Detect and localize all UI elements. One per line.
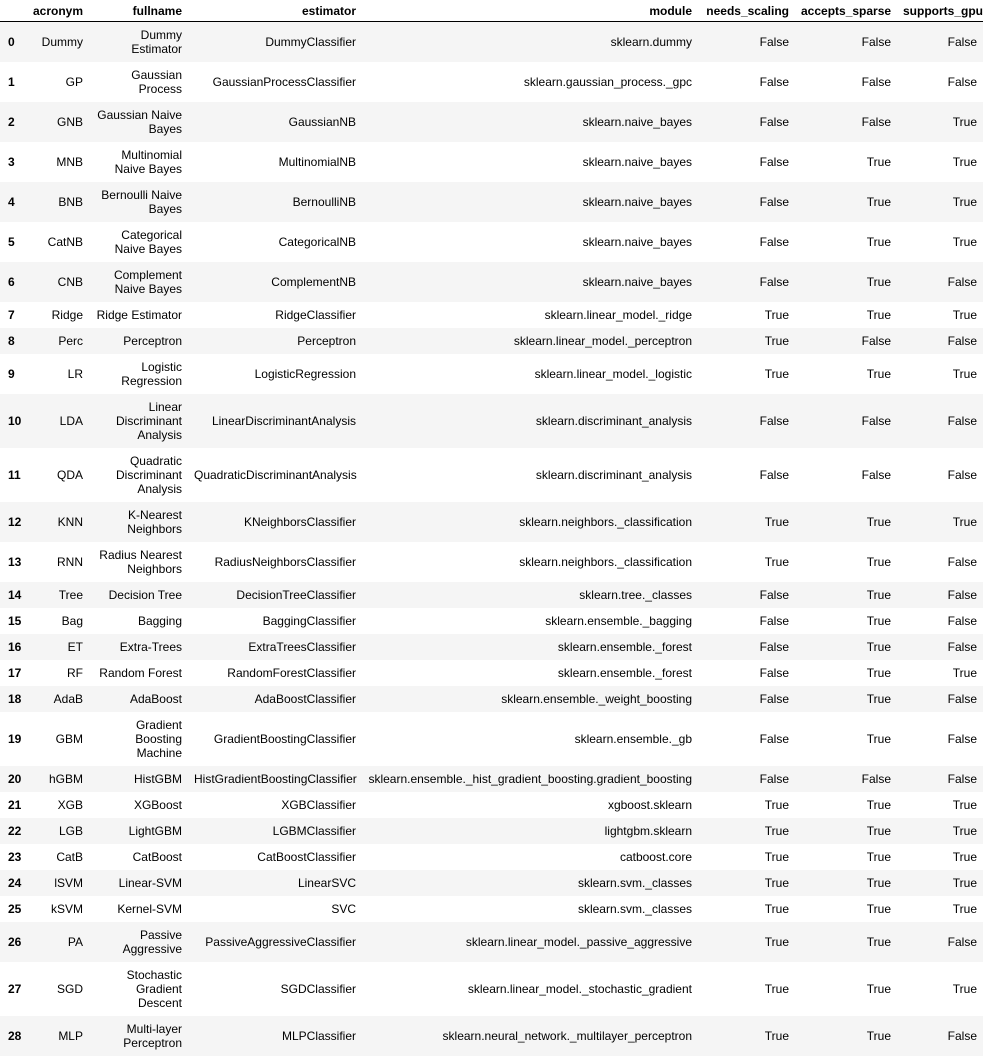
needs-scaling-cell: False xyxy=(759,154,789,169)
row-index: 19 xyxy=(8,731,22,746)
supports-gpu-cell: True xyxy=(952,514,977,529)
supports-gpu-cell: False xyxy=(947,771,977,786)
fullname-cell: Bernoulli Naive Bayes xyxy=(101,187,182,216)
row-index: 11 xyxy=(8,467,21,482)
fullname-cell: Gradient Boosting Machine xyxy=(135,717,182,760)
fullname-cell: Multinomial Naive Bayes xyxy=(114,147,182,176)
module-cell: sklearn.ensemble._hist_gradient_boosting.gradient_boosting xyxy=(368,771,692,786)
table-row xyxy=(0,182,983,222)
table-row xyxy=(0,328,983,354)
row-index: 2 xyxy=(8,114,15,129)
needs-scaling-cell: True xyxy=(764,1028,789,1043)
estimator-cell: GradientBoostingClassifier xyxy=(213,731,356,746)
fullname-cell: Multi-layer Perceptron xyxy=(123,1021,182,1050)
needs-scaling-cell: True xyxy=(764,875,789,890)
accepts-sparse-cell: True xyxy=(866,823,891,838)
table-row xyxy=(0,608,983,634)
fullname-cell: Decision Tree xyxy=(108,587,182,602)
fullname-cell: Perceptron xyxy=(123,333,182,348)
estimator-cell: RidgeClassifier xyxy=(275,307,356,322)
module-cell: sklearn.ensemble._weight_boosting xyxy=(501,691,692,706)
estimator-cell: XGBClassifier xyxy=(281,797,356,812)
accepts-sparse-cell: True xyxy=(866,1028,891,1043)
needs-scaling-cell: False xyxy=(759,234,789,249)
accepts-sparse-cell: True xyxy=(866,366,891,381)
needs-scaling-cell: True xyxy=(764,981,789,996)
needs-scaling-cell: False xyxy=(759,274,789,289)
acronym-cell: ET xyxy=(67,639,83,654)
supports-gpu-cell: False xyxy=(947,691,977,706)
supports-gpu-cell: False xyxy=(947,467,977,482)
header-supports-gpu: supports_gpu xyxy=(897,0,983,22)
module-cell: xgboost.sklearn xyxy=(607,797,692,812)
estimator-cell: CatBoostClassifier xyxy=(257,849,356,864)
accepts-sparse-cell: True xyxy=(866,307,891,322)
table-row xyxy=(0,712,983,766)
table-row xyxy=(0,896,983,922)
acronym-cell: PA xyxy=(67,934,83,949)
accepts-sparse-cell: True xyxy=(866,731,891,746)
needs-scaling-cell: False xyxy=(759,467,789,482)
module-cell: sklearn.linear_model._perceptron xyxy=(513,333,692,348)
header-acronym: acronym xyxy=(26,0,89,22)
supports-gpu-cell: True xyxy=(952,114,977,129)
table-row xyxy=(0,686,983,712)
module-cell: sklearn.dummy xyxy=(610,34,692,49)
table-row xyxy=(0,818,983,844)
accepts-sparse-cell: True xyxy=(866,514,891,529)
module-cell: sklearn.naive_bayes xyxy=(582,114,692,129)
supports-gpu-cell: True xyxy=(952,849,977,864)
header-module: module xyxy=(362,0,698,22)
module-cell: sklearn.gaussian_process._gpc xyxy=(523,74,692,89)
module-cell: sklearn.linear_model._stochastic_gradient xyxy=(467,981,692,996)
needs-scaling-cell: True xyxy=(764,366,789,381)
supports-gpu-cell: True xyxy=(952,366,977,381)
estimator-cell: QuadraticDiscriminantAnalysis xyxy=(194,467,357,482)
row-index: 27 xyxy=(8,981,22,996)
supports-gpu-cell: True xyxy=(952,194,977,209)
accepts-sparse-cell: False xyxy=(861,413,891,428)
table-header xyxy=(0,0,983,22)
needs-scaling-cell: False xyxy=(759,413,789,428)
acronym-cell: GBM xyxy=(55,731,83,746)
accepts-sparse-cell: True xyxy=(866,639,891,654)
fullname-cell: LightGBM xyxy=(128,823,182,838)
estimator-cell: MLPClassifier xyxy=(281,1028,356,1043)
estimator-cell: GaussianNB xyxy=(288,114,356,129)
supports-gpu-cell: False xyxy=(947,333,977,348)
acronym-cell: Perc xyxy=(58,333,83,348)
fullname-cell: Dummy Estimator xyxy=(131,27,182,56)
row-index: 4 xyxy=(8,194,15,209)
table-row xyxy=(0,1016,983,1056)
estimator-cell: LinearDiscriminantAnalysis xyxy=(211,413,356,428)
table-row xyxy=(0,922,983,962)
header-row xyxy=(0,0,983,22)
table-row xyxy=(0,962,983,1016)
supports-gpu-cell: False xyxy=(947,34,977,49)
needs-scaling-cell: True xyxy=(764,333,789,348)
row-index: 14 xyxy=(8,587,22,602)
header-index xyxy=(0,0,26,22)
row-index: 9 xyxy=(8,366,15,381)
supports-gpu-cell: False xyxy=(947,554,977,569)
needs-scaling-cell: False xyxy=(759,691,789,706)
row-index: 13 xyxy=(8,554,22,569)
acronym-cell: Dummy xyxy=(41,34,83,49)
row-index: 5 xyxy=(8,234,15,249)
fullname-cell: Bagging xyxy=(137,613,182,628)
needs-scaling-cell: True xyxy=(764,901,789,916)
module-cell: sklearn.discriminant_analysis xyxy=(535,467,692,482)
module-cell: sklearn.ensemble._gb xyxy=(574,731,692,746)
acronym-cell: CNB xyxy=(57,274,83,289)
row-index: 22 xyxy=(8,823,22,838)
table-row xyxy=(0,394,983,448)
supports-gpu-cell: True xyxy=(952,665,977,680)
table-row xyxy=(0,502,983,542)
supports-gpu-cell: True xyxy=(952,823,977,838)
module-cell: sklearn.naive_bayes xyxy=(582,154,692,169)
table-row xyxy=(0,542,983,582)
estimator-cell: GaussianProcessClassifier xyxy=(212,74,356,89)
estimator-cell: BaggingClassifier xyxy=(262,613,356,628)
fullname-cell: Gaussian Naive Bayes xyxy=(97,107,182,136)
row-index: 20 xyxy=(8,771,22,786)
needs-scaling-cell: True xyxy=(764,849,789,864)
needs-scaling-cell: True xyxy=(764,934,789,949)
fullname-cell: Linear-SVM xyxy=(118,875,182,890)
fullname-cell: Passive Aggressive xyxy=(122,927,182,956)
estimator-cell: Perceptron xyxy=(297,333,356,348)
fullname-cell: Ridge Estimator xyxy=(96,307,182,322)
supports-gpu-cell: True xyxy=(952,797,977,812)
fullname-cell: Random Forest xyxy=(99,665,182,680)
table-row xyxy=(0,448,983,502)
fullname-cell: XGBoost xyxy=(133,797,182,812)
module-cell: sklearn.neighbors._classification xyxy=(519,514,692,529)
table-body xyxy=(0,22,983,1056)
table-row xyxy=(0,634,983,660)
module-cell: sklearn.naive_bayes xyxy=(582,194,692,209)
module-cell: sklearn.naive_bayes xyxy=(582,274,692,289)
table-row xyxy=(0,354,983,394)
acronym-cell: SGD xyxy=(56,981,83,996)
estimator-cell: ComplementNB xyxy=(271,274,356,289)
table-row xyxy=(0,766,983,792)
accepts-sparse-cell: True xyxy=(866,797,891,812)
fullname-cell: Kernel-SVM xyxy=(117,901,182,916)
accepts-sparse-cell: True xyxy=(866,665,891,680)
header-fullname: fullname xyxy=(89,0,188,22)
module-cell: sklearn.svm._classes xyxy=(577,901,692,916)
acronym-cell: KNN xyxy=(57,514,83,529)
row-index: 12 xyxy=(8,514,22,529)
module-cell: sklearn.ensemble._forest xyxy=(557,665,692,680)
needs-scaling-cell: True xyxy=(764,307,789,322)
row-index: 7 xyxy=(8,307,15,322)
module-cell: sklearn.svm._classes xyxy=(577,875,692,890)
row-index: 25 xyxy=(8,901,22,916)
accepts-sparse-cell: True xyxy=(866,691,891,706)
estimator-cell: SVC xyxy=(331,901,356,916)
module-cell: sklearn.linear_model._ridge xyxy=(544,307,692,322)
acronym-cell: GNB xyxy=(56,114,83,129)
estimator-cell: SGDClassifier xyxy=(280,981,356,996)
acronym-cell: RNN xyxy=(57,554,83,569)
estimator-cell: KNeighborsClassifier xyxy=(243,514,356,529)
accepts-sparse-cell: True xyxy=(866,587,891,602)
acronym-cell: BNB xyxy=(58,194,83,209)
fullname-cell: Stochastic Gradient Descent xyxy=(126,967,182,1010)
supports-gpu-cell: True xyxy=(952,875,977,890)
supports-gpu-cell: False xyxy=(947,1028,977,1043)
table-row xyxy=(0,142,983,182)
table-row xyxy=(0,22,983,62)
estimator-cell: RandomForestClassifier xyxy=(227,665,356,680)
acronym-cell: MLP xyxy=(58,1028,83,1043)
estimator-cell: ExtraTreesClassifier xyxy=(248,639,356,654)
module-cell: sklearn.naive_bayes xyxy=(582,234,692,249)
table-row xyxy=(0,262,983,302)
estimator-cell: HistGradientBoostingClassifier xyxy=(194,771,357,786)
table-row xyxy=(0,660,983,686)
row-index: 10 xyxy=(8,413,22,428)
acronym-cell: LR xyxy=(67,366,83,381)
needs-scaling-cell: True xyxy=(764,797,789,812)
needs-scaling-cell: True xyxy=(764,514,789,529)
acronym-cell: AdaB xyxy=(53,691,83,706)
accepts-sparse-cell: True xyxy=(866,154,891,169)
row-index: 3 xyxy=(8,154,15,169)
accepts-sparse-cell: False xyxy=(861,34,891,49)
acronym-cell: kSVM xyxy=(50,901,83,916)
acronym-cell: LDA xyxy=(59,413,83,428)
estimator-cell: DummyClassifier xyxy=(265,34,356,49)
row-index: 17 xyxy=(8,665,22,680)
supports-gpu-cell: False xyxy=(947,731,977,746)
supports-gpu-cell: False xyxy=(947,934,977,949)
row-index: 26 xyxy=(8,934,22,949)
module-cell: sklearn.linear_model._passive_aggressive xyxy=(465,934,692,949)
supports-gpu-cell: True xyxy=(952,234,977,249)
accepts-sparse-cell: True xyxy=(866,849,891,864)
accepts-sparse-cell: True xyxy=(866,234,891,249)
accepts-sparse-cell: False xyxy=(861,333,891,348)
row-index: 16 xyxy=(8,639,22,654)
fullname-cell: K-Nearest Neighbors xyxy=(127,507,182,536)
fullname-cell: Logistic Regression xyxy=(121,359,182,388)
table-row xyxy=(0,102,983,142)
row-index: 24 xyxy=(8,875,22,890)
module-cell: sklearn.neighbors._classification xyxy=(519,554,692,569)
needs-scaling-cell: False xyxy=(759,665,789,680)
row-index: 6 xyxy=(8,274,15,289)
row-index: 21 xyxy=(8,797,22,812)
needs-scaling-cell: False xyxy=(759,194,789,209)
fullname-cell: Quadratic Discriminant Analysis xyxy=(115,453,182,496)
accepts-sparse-cell: True xyxy=(866,613,891,628)
fullname-cell: HistGBM xyxy=(134,771,182,786)
supports-gpu-cell: True xyxy=(952,307,977,322)
acronym-cell: hGBM xyxy=(48,771,83,786)
row-index: 18 xyxy=(8,691,22,706)
module-cell: sklearn.ensemble._bagging xyxy=(545,613,692,628)
accepts-sparse-cell: True xyxy=(866,875,891,890)
supports-gpu-cell: True xyxy=(952,981,977,996)
fullname-cell: Gaussian Process xyxy=(131,67,182,96)
supports-gpu-cell: False xyxy=(947,613,977,628)
estimator-cell: MultinomialNB xyxy=(278,154,356,169)
accepts-sparse-cell: False xyxy=(861,114,891,129)
fullname-cell: Categorical Naive Bayes xyxy=(114,227,182,256)
row-index: 28 xyxy=(8,1028,22,1043)
estimator-cell: BernoulliNB xyxy=(292,194,356,209)
needs-scaling-cell: False xyxy=(759,771,789,786)
accepts-sparse-cell: True xyxy=(866,554,891,569)
table-row xyxy=(0,792,983,818)
supports-gpu-cell: False xyxy=(947,413,977,428)
needs-scaling-cell: True xyxy=(764,554,789,569)
supports-gpu-cell: False xyxy=(947,74,977,89)
acronym-cell: MNB xyxy=(56,154,83,169)
acronym-cell: CatB xyxy=(56,849,83,864)
estimator-cell: PassiveAggressiveClassifier xyxy=(205,934,356,949)
fullname-cell: Linear Discriminant Analysis xyxy=(115,399,182,442)
module-cell: sklearn.discriminant_analysis xyxy=(535,413,692,428)
estimator-cell: RadiusNeighborsClassifier xyxy=(214,554,356,569)
needs-scaling-cell: True xyxy=(764,823,789,838)
header-estimator: estimator xyxy=(188,0,362,22)
table-row xyxy=(0,870,983,896)
estimator-cell: AdaBoostClassifier xyxy=(254,691,356,706)
fullname-cell: Radius Nearest Neighbors xyxy=(99,547,182,576)
header-needs-scaling: needs_scaling xyxy=(698,0,795,22)
accepts-sparse-cell: True xyxy=(866,901,891,916)
needs-scaling-cell: False xyxy=(759,639,789,654)
acronym-cell: Bag xyxy=(61,613,83,628)
module-cell: sklearn.ensemble._forest xyxy=(557,639,692,654)
table-row xyxy=(0,302,983,328)
accepts-sparse-cell: True xyxy=(866,194,891,209)
accepts-sparse-cell: True xyxy=(866,274,891,289)
acronym-cell: RF xyxy=(67,665,83,680)
accepts-sparse-cell: False xyxy=(861,771,891,786)
estimator-cell: LGBMClassifier xyxy=(272,823,356,838)
fullname-cell: Extra-Trees xyxy=(119,639,182,654)
module-cell: sklearn.linear_model._logistic xyxy=(534,366,692,381)
estimator-cell: LogisticRegression xyxy=(254,366,356,381)
accepts-sparse-cell: True xyxy=(866,981,891,996)
acronym-cell: GP xyxy=(65,74,83,89)
module-cell: sklearn.tree._classes xyxy=(579,587,692,602)
estimator-cell: LinearSVC xyxy=(297,875,356,890)
needs-scaling-cell: False xyxy=(759,34,789,49)
needs-scaling-cell: False xyxy=(759,587,789,602)
row-index: 8 xyxy=(8,333,15,348)
fullname-cell: AdaBoost xyxy=(129,691,182,706)
supports-gpu-cell: True xyxy=(952,154,977,169)
acronym-cell: Tree xyxy=(58,587,83,602)
fullname-cell: Complement Naive Bayes xyxy=(113,267,182,296)
accepts-sparse-cell: False xyxy=(861,467,891,482)
supports-gpu-cell: False xyxy=(947,639,977,654)
acronym-cell: Ridge xyxy=(51,307,83,322)
needs-scaling-cell: False xyxy=(759,613,789,628)
acronym-cell: lSVM xyxy=(54,875,83,890)
acronym-cell: LGB xyxy=(58,823,83,838)
module-cell: catboost.core xyxy=(619,849,692,864)
accepts-sparse-cell: True xyxy=(866,934,891,949)
table-row xyxy=(0,222,983,262)
acronym-cell: QDA xyxy=(56,467,83,482)
supports-gpu-cell: False xyxy=(947,587,977,602)
module-cell: lightgbm.sklearn xyxy=(604,823,692,838)
header-accepts-sparse: accepts_sparse xyxy=(795,0,897,22)
supports-gpu-cell: True xyxy=(952,901,977,916)
needs-scaling-cell: False xyxy=(759,74,789,89)
row-index: 23 xyxy=(8,849,22,864)
accepts-sparse-cell: False xyxy=(861,74,891,89)
table-row xyxy=(0,844,983,870)
row-index: 0 xyxy=(8,34,15,49)
row-index: 15 xyxy=(8,613,22,628)
acronym-cell: XGB xyxy=(57,797,83,812)
supports-gpu-cell: False xyxy=(947,274,977,289)
fullname-cell: CatBoost xyxy=(132,849,182,864)
acronym-cell: CatNB xyxy=(47,234,83,249)
estimator-cell: DecisionTreeClassifier xyxy=(236,587,356,602)
needs-scaling-cell: False xyxy=(759,114,789,129)
table-row xyxy=(0,582,983,608)
needs-scaling-cell: False xyxy=(759,731,789,746)
estimator-cell: CategoricalNB xyxy=(278,234,356,249)
row-index: 1 xyxy=(8,74,15,89)
module-cell: sklearn.neural_network._multilayer_perceptron xyxy=(442,1028,692,1043)
table-row xyxy=(0,62,983,102)
